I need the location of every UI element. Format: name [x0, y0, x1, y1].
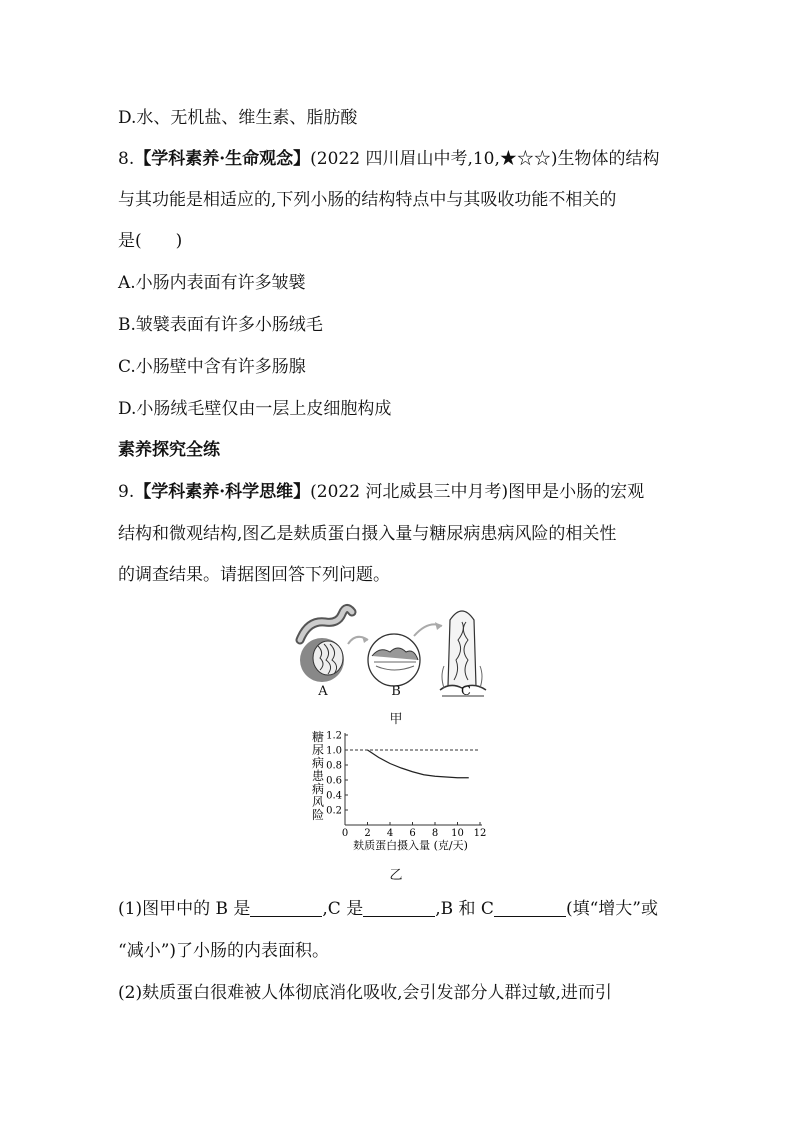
- part-1-text-b: ,C 是: [322, 899, 364, 919]
- question-9-line2: 结构和微观结构,图乙是麸质蛋白摄入量与糖尿病患病风险的相关性: [118, 524, 617, 544]
- y-axis-label-char: 病: [311, 782, 325, 796]
- question-9-part-2: (2)麸质蛋白很难被人体彻底消化吸收,会引发部分人群过敏,进而引: [118, 983, 612, 1003]
- question-source: (2022 四川眉山中考,10,★☆☆)生物体的结构: [310, 149, 660, 169]
- option-c: C.小肠壁中含有许多肠腺: [118, 357, 306, 377]
- question-8-line3: 是( ): [118, 231, 183, 251]
- answer-blank-b[interactable]: [250, 900, 322, 917]
- question-9-header: [118, 480, 644, 504]
- question-number: 9.: [118, 482, 135, 502]
- y-tick-label: 1.0: [326, 745, 342, 757]
- intestine-tube-illustration: [300, 608, 352, 682]
- x-tick-label: 10: [451, 828, 464, 839]
- y-tick-label: 0.4: [326, 790, 342, 802]
- risk-chart: [300, 727, 500, 857]
- label-a: A: [318, 684, 328, 699]
- y-tick-label: 0.8: [326, 760, 342, 772]
- question-source: (2022 河北威县三中月考)图甲是小肠的宏观: [310, 482, 645, 502]
- y-tick-label: 1.2: [326, 730, 342, 742]
- question-9-part-1-cont: “减小”)了小肠的内表面积。: [118, 941, 330, 961]
- option-b: B.皱襞表面有许多小肠绒毛: [118, 315, 323, 335]
- x-tick-label: 6: [409, 828, 416, 839]
- part-1-text-c: ,B 和 C: [435, 899, 494, 919]
- figure-caption-yi: 乙: [389, 868, 403, 883]
- option-d-prev: D.水、无机盐、维生素、脂肪酸: [118, 108, 358, 128]
- question-9-line3: 的调查结果。请据图回答下列问题。: [118, 565, 390, 585]
- y-axis-label-char: 病: [311, 756, 325, 770]
- y-axis-label-char: 风: [311, 795, 325, 809]
- answer-blank-bc[interactable]: [494, 900, 566, 917]
- question-8-line2: 与其功能是相适应的,下列小肠的结构特点中与其吸收功能不相关的: [118, 190, 617, 210]
- y-tick-label: 0.6: [326, 775, 342, 787]
- option-a: A.小肠内表面有许多皱襞: [118, 273, 306, 293]
- answer-blank-c[interactable]: [363, 900, 435, 917]
- question-9-part-1: [118, 897, 658, 921]
- x-axis-label: 麸质蛋白摄入量 (克/天): [353, 839, 468, 852]
- y-axis-label-char: 尿: [311, 743, 325, 757]
- y-axis-label-char: 险: [311, 808, 325, 822]
- question-tag: 【学科素养·生命观念】: [134, 149, 311, 169]
- x-tick-label: 4: [386, 828, 394, 839]
- x-tick-label: 8: [431, 828, 439, 839]
- risk-curve: [368, 750, 469, 778]
- section-title: 素养探究全练: [118, 440, 220, 460]
- y-axis-label-char: 患: [311, 769, 325, 783]
- label-b: B: [391, 684, 401, 699]
- x-tick-label: 2: [364, 828, 371, 839]
- intestinal-fold-illustration: [368, 634, 420, 686]
- option-d: D.小肠绒毛壁仅由一层上皮细胞构成: [118, 399, 392, 419]
- question-8-header: [118, 147, 660, 171]
- part-1-text-a: (1)图甲中的 B 是: [118, 899, 251, 919]
- y-axis-label-char: 糖: [311, 730, 325, 744]
- question-tag: 【学科素养·科学思维】: [134, 482, 311, 502]
- figure-caption-jia: 甲: [389, 712, 403, 727]
- part-1-text-d: (填“增大”或: [565, 899, 658, 919]
- label-c: C: [461, 684, 471, 699]
- x-tick-label: 0: [341, 828, 349, 839]
- question-number: 8.: [118, 149, 135, 169]
- x-tick-label: 12: [473, 828, 487, 839]
- y-tick-label: 0.2: [326, 805, 342, 817]
